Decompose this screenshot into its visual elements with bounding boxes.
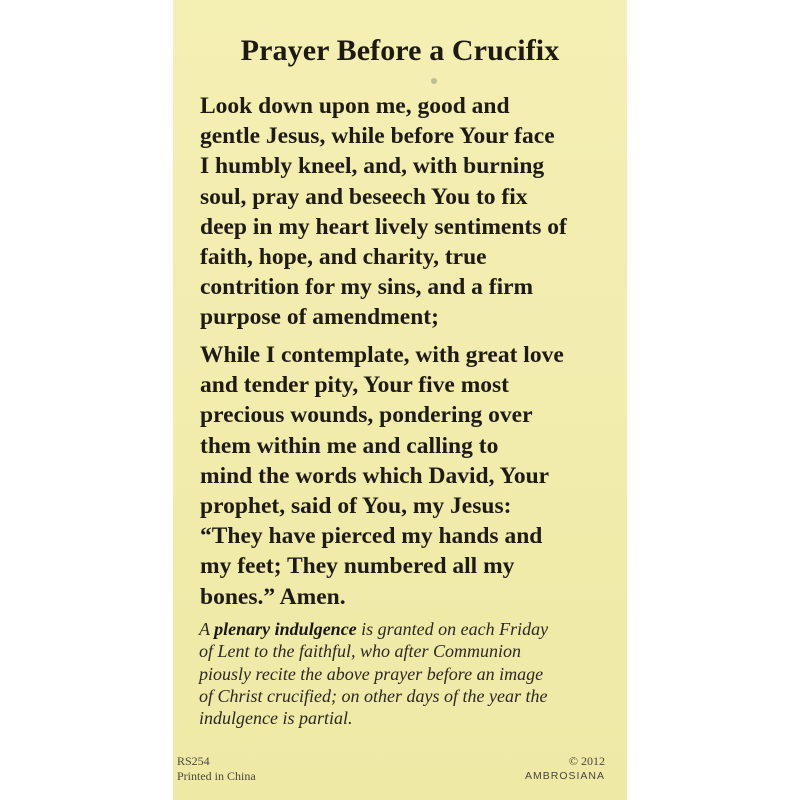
- prayer-paragraph-1: [200, 91, 620, 333]
- prayer-line: While I contemplate, with great love: [200, 342, 564, 368]
- note-first-line-rest: is granted on each Friday: [356, 619, 549, 639]
- prayer-paragraph-2: [200, 340, 620, 612]
- prayer-line: my feet; They numbered all my: [200, 553, 515, 580]
- prayer-line: them within me and calling to: [200, 432, 499, 459]
- prayer-line: precious wounds, pondering over: [200, 402, 533, 429]
- publisher-name: AMBROSIANA: [524, 769, 605, 782]
- prayer-line: purpose of amendment;: [200, 304, 439, 331]
- copyright: © 2012: [568, 754, 605, 768]
- indulgence-note: [199, 618, 619, 729]
- prayer-line: I humbly kneel, and, with burning: [200, 153, 545, 180]
- prayer-line: prophet, said of You, my Jesus:: [200, 493, 512, 520]
- prayer-line: bones.” Amen.: [200, 583, 346, 610]
- prayer-line: deep in my heart lively sentiments of: [200, 213, 567, 240]
- note-prefix: A: [199, 619, 215, 639]
- prayer-line: soul, pray and beseech You to fix: [200, 183, 528, 210]
- note-line: [199, 618, 619, 640]
- prayer-line: gentle Jesus, while before Your face: [200, 123, 555, 150]
- print-speck: [431, 78, 437, 84]
- prayer-title: Prayer Before a Crucifix: [240, 34, 560, 67]
- print-origin: Printed in China: [177, 768, 256, 783]
- prayer-line: and tender pity, Your five most: [200, 372, 509, 399]
- note-line: of Lent to the faithful, who after Communion: [199, 641, 522, 662]
- note-line: piously recite the above prayer before an image: [199, 663, 544, 684]
- prayer-line: Look down upon me, good and: [200, 93, 510, 119]
- note-emphasis: plenary indulgence: [214, 619, 357, 639]
- prayer-line: contrition for my sins, and a firm: [200, 274, 534, 301]
- note-line: of Christ crucified; on other days of the year the: [199, 685, 548, 706]
- prayer-line: mind the words which David, Your: [200, 462, 550, 489]
- prayer-line: “They have pierced my hands and: [200, 523, 543, 550]
- footer-left: [177, 754, 256, 783]
- note-line: indulgence is partial.: [199, 708, 353, 729]
- product-code: RS254: [177, 754, 210, 768]
- prayer-line: faith, hope, and charity, true: [200, 244, 487, 271]
- prayer-card: [173, 0, 627, 800]
- footer-right: [525, 754, 605, 783]
